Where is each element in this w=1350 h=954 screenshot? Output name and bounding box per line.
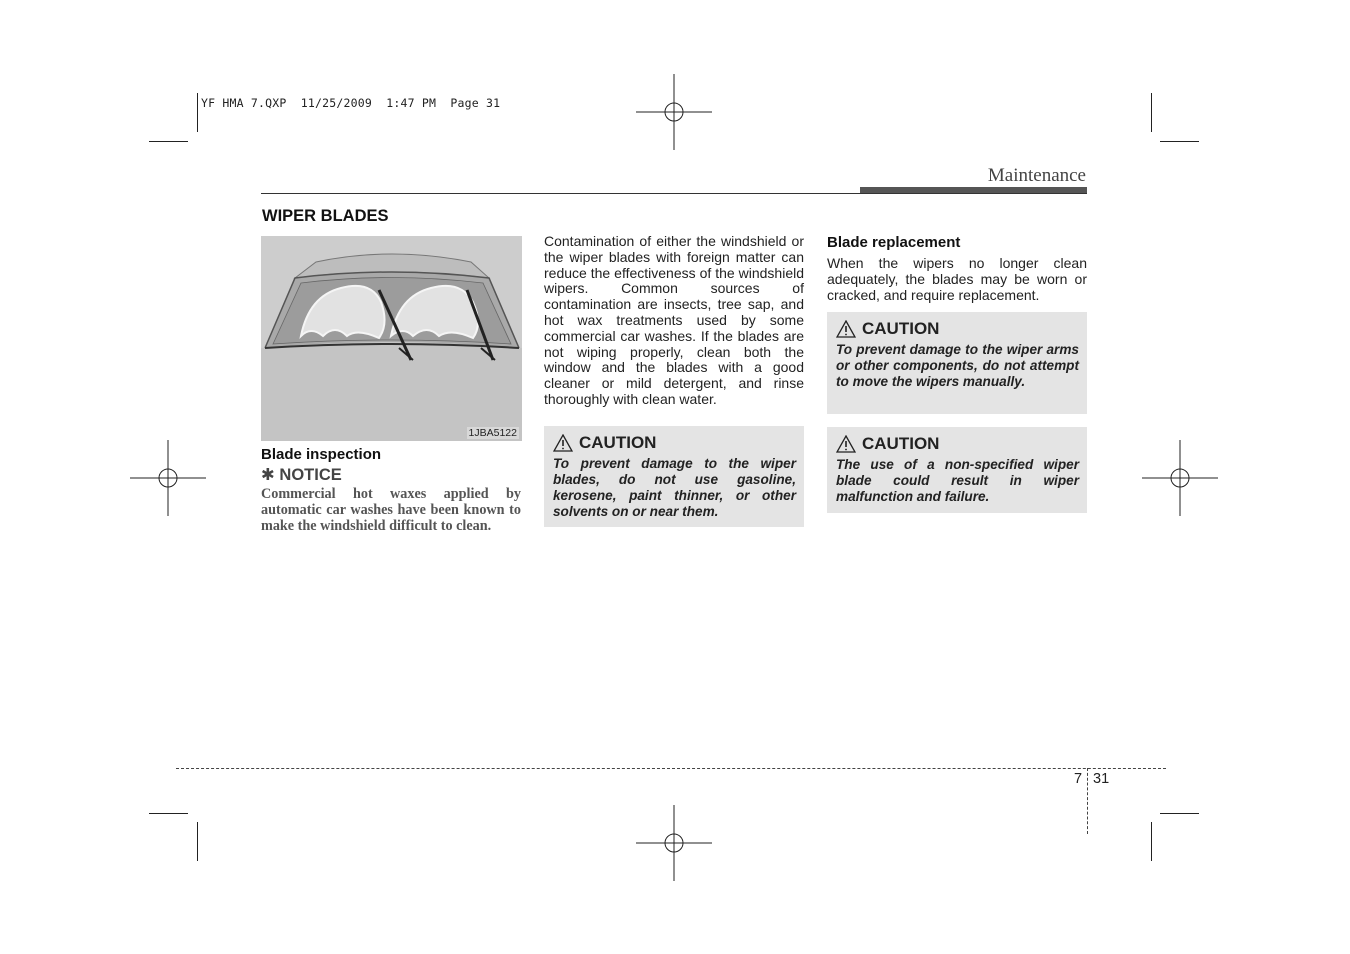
blade-replacement-heading: Blade replacement xyxy=(827,234,961,251)
crop-mark-bl-v xyxy=(197,822,198,861)
notice-label: ✱ NOTICE xyxy=(261,466,342,484)
crop-mark-tr-h xyxy=(1160,141,1199,142)
caution-box-move-wipers xyxy=(827,312,1087,414)
header-rule xyxy=(261,193,1087,194)
warning-triangle-icon xyxy=(553,434,573,452)
footer-dashed-rule xyxy=(176,768,1166,769)
blade-inspection-heading: Blade inspection xyxy=(261,446,382,463)
notice-text: Commercial hot waxes applied by automatic car washes have been known to make the windshield difficult to clean. xyxy=(261,486,521,534)
caution-label: CAUTION xyxy=(579,433,657,452)
caution-text: The use of a non-specified wiper blade could result in wiper malfunction and failure. xyxy=(836,457,1079,504)
windshield-illustration xyxy=(261,236,522,441)
caution-label: CAUTION xyxy=(862,434,940,453)
crop-mark-tr-v xyxy=(1151,93,1152,132)
caution-text: To prevent damage to the wiper blades, do not use gasoline, kerosene, paint thinner, or other solvents on or near them. xyxy=(553,456,796,519)
page-number: 31 xyxy=(1093,771,1110,787)
section-title: WIPER BLADES xyxy=(262,207,389,225)
caution-box-solvents xyxy=(544,426,804,527)
replacement-paragraph: When the wipers no longer clean adequately, the blades may be worn or cracked, and require replacement. xyxy=(827,255,1087,303)
crop-mark-tl-h xyxy=(149,141,188,142)
windshield-drawing xyxy=(261,236,522,441)
caution-label: CAUTION xyxy=(862,319,940,338)
crop-mark-tl-v xyxy=(197,93,198,132)
crop-mark-br-v xyxy=(1151,822,1152,861)
crop-mark-bl-h xyxy=(149,813,188,814)
header-rule-accent xyxy=(860,187,1087,193)
caution-text: To prevent damage to the wiper arms or other components, do not attempt to move the wipers manually. xyxy=(836,342,1079,389)
page-header-title: Maintenance xyxy=(987,165,1086,186)
warning-triangle-icon xyxy=(836,320,856,338)
contamination-paragraph: Contamination of either the windshield or the wiper blades with foreign matter can reduce the effectiveness of the windshield wipers. Common sources of contamination are insects, tree sap, and hot wax treatments used by some commercial car washes. If the blades are not wiping properly, clean both the window and the blades with a good cleaner or mild detergent, and rinse thoroughly with clean water. xyxy=(544,233,804,407)
chapter-number: 7 xyxy=(1074,771,1083,787)
registration-mark-icon xyxy=(1142,440,1218,516)
warning-triangle-icon xyxy=(836,435,856,453)
figure-code: 1JBA5122 xyxy=(468,427,517,439)
registration-mark-icon xyxy=(130,440,206,516)
caution-box-non-specified-blade xyxy=(827,427,1087,513)
footer-dashed-divider xyxy=(1087,768,1088,834)
print-slug: YF HMA 7.QXP 11/25/2009 1:47 PM Page 31 xyxy=(201,96,501,110)
registration-mark-icon xyxy=(636,805,712,881)
crop-mark-br-h xyxy=(1160,813,1199,814)
registration-mark-icon xyxy=(636,74,712,150)
